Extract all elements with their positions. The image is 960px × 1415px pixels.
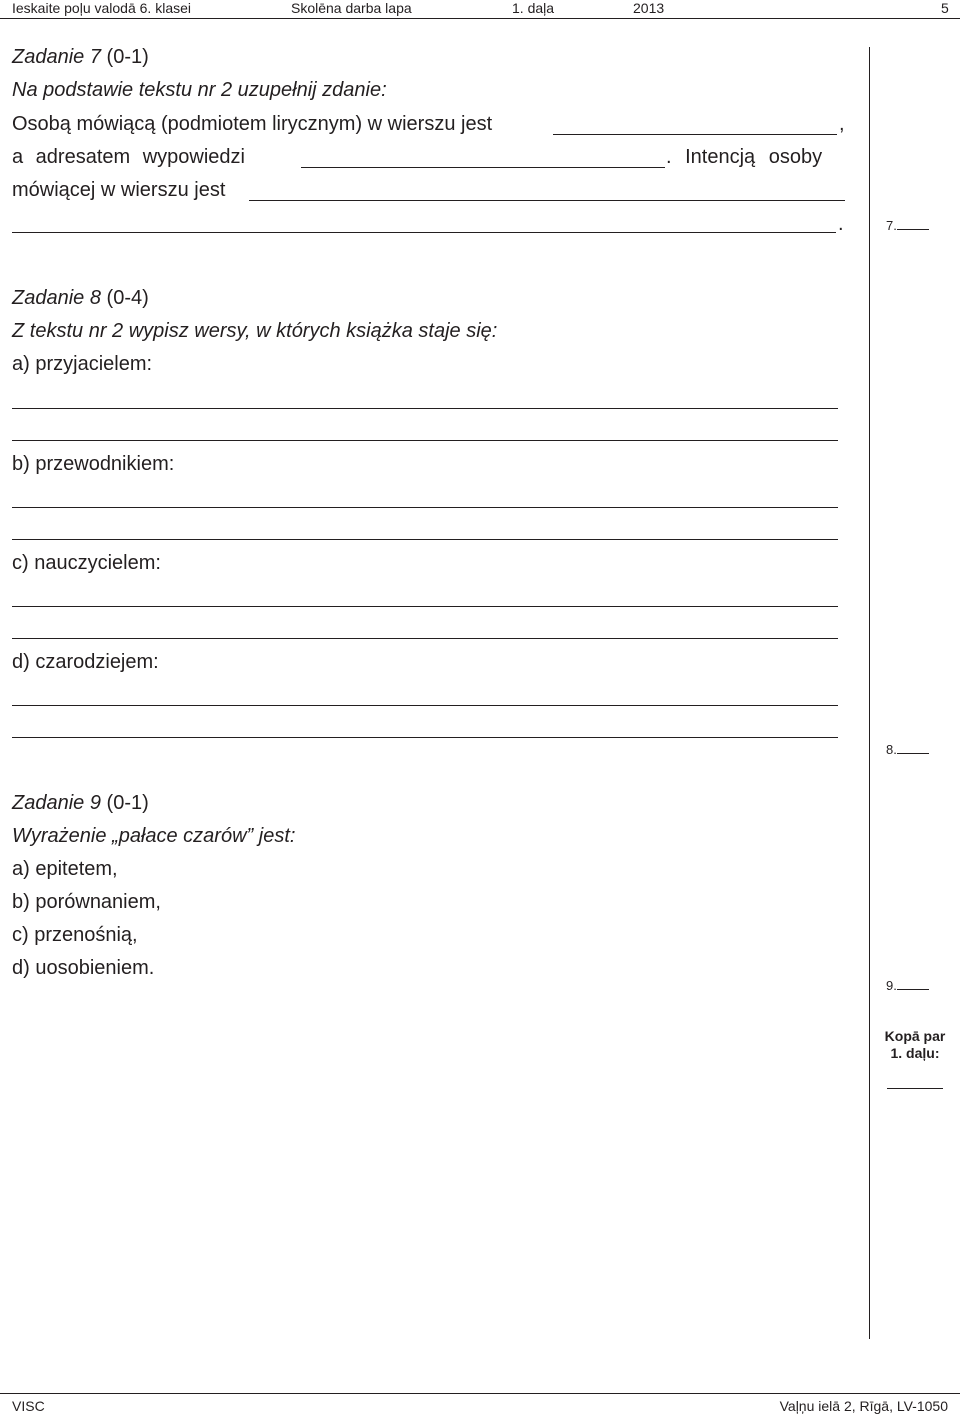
header-part: 1. daļa [512, 0, 555, 16]
task8-item-a: a) przyjacielem: [12, 353, 153, 375]
task7-sentence-part1: Osobą mówiącą (podmiotem lirycznym) w wierszu jest [12, 113, 493, 135]
task9-title: Zadanie 9 (0-1) [12, 792, 149, 814]
task8-answer-line-b1[interactable] [12, 487, 838, 508]
task7-title: Zadanie 7 (0-1) [12, 46, 149, 68]
task8-item-c: c) nauczycielem: [12, 552, 161, 574]
header-divider [0, 18, 960, 19]
task7-instruction: Na podstawie tekstu nr 2 uzupełnij zdanie: [12, 79, 387, 101]
task7-score-box[interactable]: 7. [886, 217, 929, 233]
task8-answer-line-b2[interactable] [12, 519, 838, 540]
task7-sentence-part3: . Intencją osoby [666, 146, 823, 168]
task8-answer-line-a1[interactable] [12, 388, 838, 409]
footer-address: Vaļņu ielā 2, Rīgā, LV-1050 [779, 1398, 948, 1414]
task8-title: Zadanie 8 (0-4) [12, 287, 149, 309]
total-score-line[interactable] [887, 1088, 943, 1089]
task8-score-box[interactable]: 8. [886, 741, 929, 757]
task7-blank-speaker[interactable] [553, 114, 837, 135]
task8-instruction: Z tekstu nr 2 wypisz wersy, w których książka staje się: [12, 320, 498, 342]
task7-period: . [838, 213, 844, 235]
task9-option-b[interactable]: b) porównaniem, [12, 891, 161, 913]
page-number: 5 [941, 0, 949, 16]
task7-sentence-part2: a adresatem wypowiedzi [12, 146, 245, 168]
task7-comma: , [839, 113, 845, 135]
task8-answer-line-c2[interactable] [12, 618, 838, 639]
task8-item-d: d) czarodziejem: [12, 651, 159, 673]
header-subject: Ieskaite poļu valodā 6. klasei [12, 0, 191, 16]
task8-answer-line-d1[interactable] [12, 685, 838, 706]
task9-option-a[interactable]: a) epitetem, [12, 858, 118, 880]
footer-divider [0, 1393, 960, 1394]
task8-answer-line-a2[interactable] [12, 420, 838, 441]
header-sheet-type: Skolēna darba lapa [291, 0, 412, 16]
task8-answer-line-c1[interactable] [12, 586, 838, 607]
task7-sentence-part4: mówiącej w wierszu jest [12, 179, 226, 201]
task8-item-b: b) przewodnikiem: [12, 453, 175, 475]
score-column-divider [869, 47, 870, 1339]
task9-instruction: Wyrażenie „pałace czarów” jest: [12, 825, 296, 847]
task7-blank-intention-continued[interactable] [12, 212, 836, 233]
task9-option-d[interactable]: d) uosobieniem. [12, 957, 155, 979]
task8-answer-line-d2[interactable] [12, 717, 838, 738]
total-label: Kopā par 1. daļu: [884, 1028, 946, 1061]
footer-organization: VISC [12, 1398, 45, 1414]
task7-blank-addressee[interactable] [301, 147, 665, 168]
task9-option-c[interactable]: c) przenośnią, [12, 924, 138, 946]
header-year: 2013 [633, 0, 665, 16]
task9-score-box[interactable]: 9. [886, 977, 929, 993]
task7-blank-intention[interactable] [249, 180, 845, 201]
